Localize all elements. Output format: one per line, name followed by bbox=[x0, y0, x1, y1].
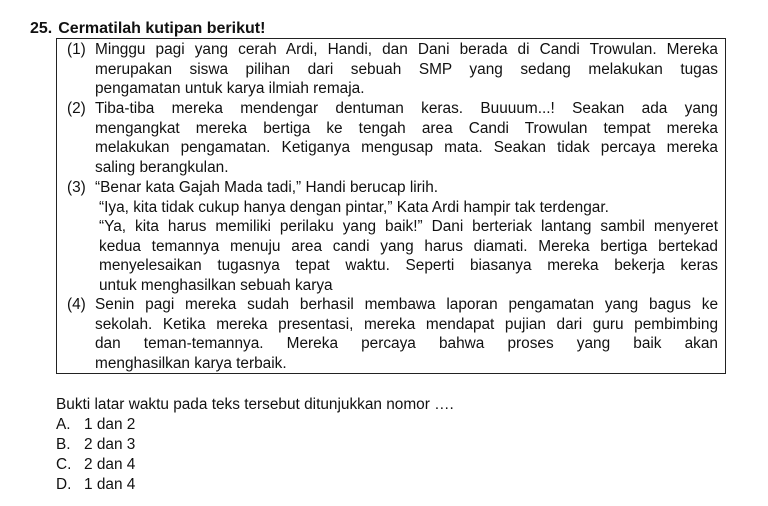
option-text: 1 dan 2 bbox=[84, 416, 136, 433]
paragraph-number: (1) bbox=[67, 41, 86, 58]
question-instruction: Cermatilah kutipan berikut! bbox=[58, 20, 266, 37]
paragraph-line: merupakan siswa pilihan dari sebuah SMP yang sedang melakukan tugas bbox=[95, 60, 718, 78]
paragraph-line: “Iya, kita tidak cukup hanya dengan pintar,” Kata Ardi hampir tak terdengar. bbox=[99, 198, 609, 216]
question-number: 25. bbox=[30, 20, 53, 37]
paragraph-1 bbox=[67, 40, 718, 99]
paragraph-4 bbox=[67, 295, 718, 373]
option-letter: B. bbox=[56, 436, 71, 453]
question-heading bbox=[30, 20, 271, 38]
paragraph-3 bbox=[67, 178, 718, 296]
option-text: 2 dan 3 bbox=[84, 436, 136, 453]
option-a[interactable] bbox=[56, 415, 135, 435]
paragraph-number: (3) bbox=[67, 179, 86, 196]
paragraph-line: sekolah. Ketika mereka presentasi, mereka mendapat pujian dari guru pembimbing bbox=[95, 315, 718, 333]
paragraph-number: (4) bbox=[67, 296, 86, 313]
paragraph-line: melakukan pengamatan. Ketiganya mengusap mata. Seakan tidak percaya mereka bbox=[95, 139, 718, 157]
option-text: 2 dan 4 bbox=[84, 456, 136, 473]
option-letter: A. bbox=[56, 416, 71, 433]
paragraph-line: pengamatan untuk karya ilmiah remaja. bbox=[95, 80, 365, 98]
paragraph-line: dan teman-temannya. Mereka percaya bahwa proses yang baik akan bbox=[95, 335, 718, 353]
excerpt-box bbox=[56, 38, 726, 374]
option-letter: C. bbox=[56, 456, 72, 473]
paragraph-line: menyelesaikan tugasnya tepat waktu. Seperti biasanya mereka bekerja keras bbox=[99, 257, 718, 275]
paragraph-line: menghasilkan karya terbaik. bbox=[95, 354, 287, 372]
paragraph-line: kedua temannya menuju area candi yang harus diamati. Mereka bertiga bertekad bbox=[99, 237, 718, 255]
option-text: 1 dan 4 bbox=[84, 476, 136, 493]
option-letter: D. bbox=[56, 476, 72, 493]
paragraph-line: Tiba-tiba mereka mendengar dentuman keras. Buuuum...! Seakan ada yang bbox=[95, 100, 718, 117]
paragraph-line: “Benar kata Gajah Mada tadi,” Handi berucap lirih. bbox=[95, 179, 439, 196]
paragraph-line: saling berangkulan. bbox=[95, 158, 229, 176]
paragraph-2 bbox=[67, 99, 718, 177]
answer-options bbox=[56, 415, 135, 495]
question-prompt: Bukti latar waktu pada teks tersebut ditunjukkan nomor …. bbox=[56, 396, 454, 413]
paragraph-line: mengangkat mereka bertiga ke tengah area Candi Trowulan tempat mereka bbox=[95, 119, 718, 137]
paragraph-line: untuk menghasilkan sebuah karya bbox=[99, 276, 333, 294]
option-c[interactable] bbox=[56, 455, 135, 475]
option-d[interactable] bbox=[56, 475, 135, 495]
paragraph-line: “Ya, kita harus memiliki perilaku yang baik!” Dani berteriak lantang sambil menyeret bbox=[99, 218, 718, 236]
paragraph-line: Senin pagi mereka sudah berhasil membawa laporan pengamatan yang bagus ke bbox=[95, 296, 718, 313]
paragraph-line: Minggu pagi yang cerah Ardi, Handi, dan Dani berada di Candi Trowulan. Mereka bbox=[95, 41, 718, 58]
option-b[interactable] bbox=[56, 435, 135, 455]
paragraph-number: (2) bbox=[67, 100, 86, 117]
